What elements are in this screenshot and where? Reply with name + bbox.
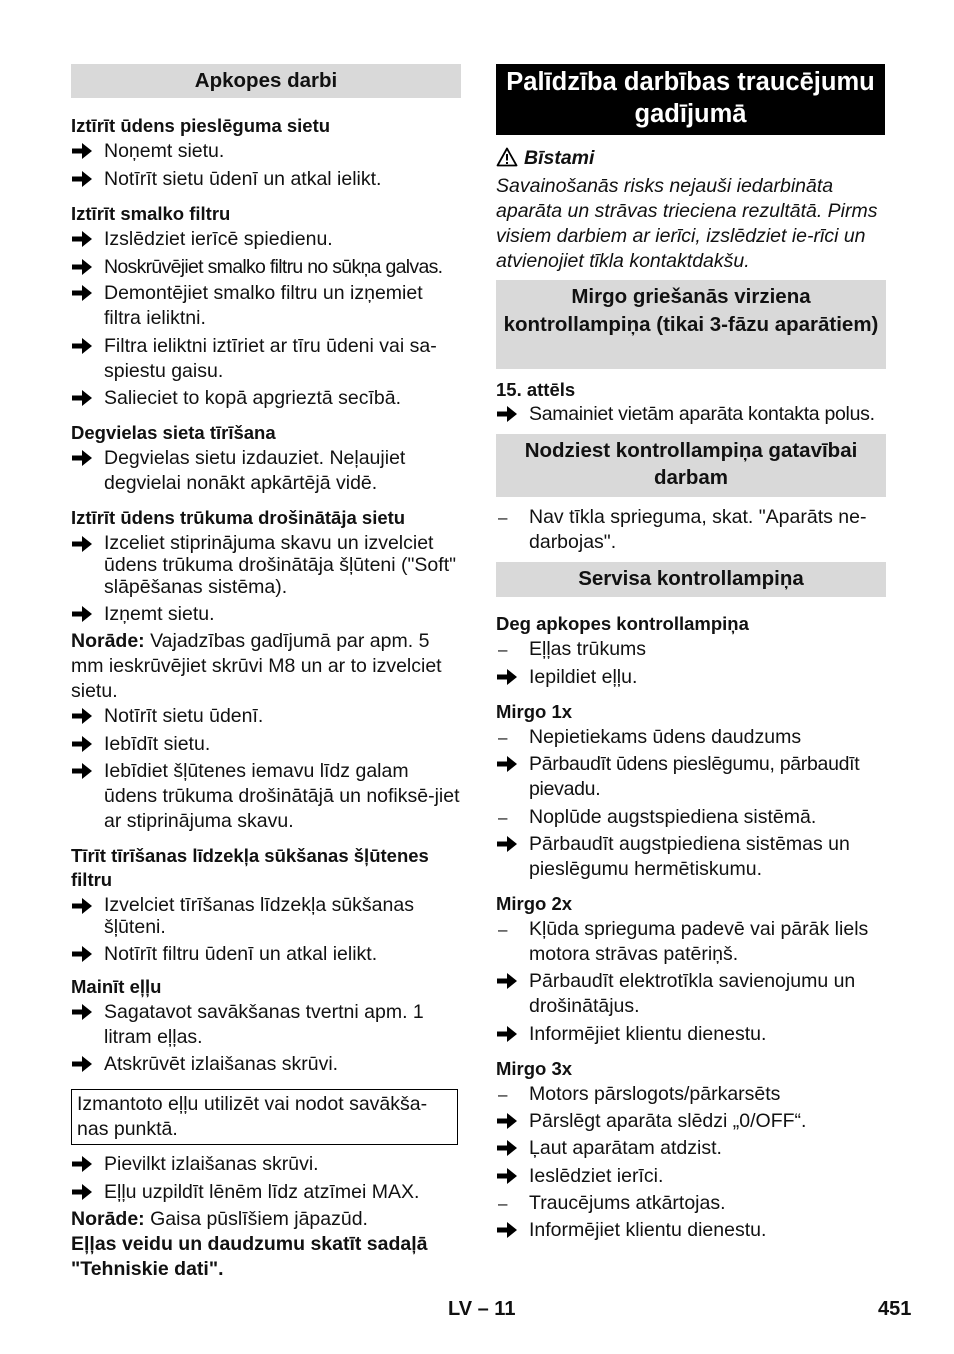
list-item: Noskrūvējiet smalko filtru no sūkņa galvas. (71, 255, 471, 280)
arrow-icon (71, 336, 93, 356)
arrow-icon (71, 761, 93, 781)
technical-data-reference: Eļļas veidu un daudzumu skatīt sadaļā "Tehniskie dati". (71, 1233, 428, 1280)
dash-bullet: – (498, 808, 508, 827)
list-item: Degvielas sietu izdauziet. Neļaujiet degvielai nonākt apkārtējā vidē. (71, 446, 461, 496)
arrow-icon (71, 706, 93, 726)
list-item: Izvelciet tīrīšanas līdzekļa sūkšanas šļūteni. (71, 894, 461, 938)
list-item: – Noplūde augstspiediena sistēmā. (498, 806, 817, 828)
subheading-blink-1x: Mirgo 1x (496, 701, 573, 722)
list-item: – Traucējums atkārtojas. (498, 1192, 726, 1214)
danger-text: Savainošanās risks nejauši iedarbināta aparāta un strāvas trieciena rezultātā. Pirms visiem darbiem ar ierīci, izslēdziet ie-rīci un atvienojiet tīkla kontaktdakšu. (496, 175, 878, 272)
arrow-icon (71, 1002, 93, 1022)
arrow-icon (496, 834, 518, 854)
page-number: 451 (878, 1298, 912, 1320)
arrow-icon (71, 1182, 93, 1202)
note-paragraph: Norāde: Gaisa pūslīšiem jāpazūd. (71, 1208, 368, 1230)
heading-service-lamp: Servisa kontrollampiņa (496, 562, 886, 597)
arrow-icon (71, 283, 93, 303)
list-item: Salieciet to kopā apgrieztā secībā. (71, 386, 461, 411)
dash-bullet: – (498, 640, 508, 659)
arrow-icon (71, 944, 93, 964)
arrow-icon (71, 604, 93, 624)
subheading-blink-3x: Mirgo 3x (496, 1058, 573, 1079)
arrow-icon (496, 1138, 518, 1158)
note-paragraph: Norāde: Vajadzības gadījumā par apm. 5 mm ieskrūvējiet skrūvi M8 un ar to izvelciet sietu. (71, 630, 442, 702)
list-item: Iepildiet eļļu. (496, 665, 886, 690)
subheading-detergent-filter: Tīrīt tīrīšanas līdzekļa sūkšanas šļūtenes filtru (71, 845, 429, 890)
list-item: Ieslēdziet ierīci. (496, 1164, 886, 1189)
dash-bullet: – (498, 728, 508, 747)
arrow-icon (496, 1111, 518, 1131)
danger-label: Bīstami (496, 146, 886, 171)
arrow-icon (71, 388, 93, 408)
list-item: Notīrīt sietu ūdenī. (71, 704, 461, 729)
arrow-icon (496, 404, 518, 424)
subheading-change-oil: Mainīt eļļu (71, 976, 162, 997)
dash-bullet: – (498, 508, 508, 527)
arrow-icon (71, 1154, 93, 1174)
arrow-icon (71, 448, 93, 468)
oil-disposal-note-box: Izmantoto eļļu utilizēt vai nodot savākša-nas punktā. (71, 1089, 458, 1145)
list-item: Pārbaudīt augstpiediena sistēmas un pieslēgumu hermētiskumu. (496, 832, 886, 882)
list-item: Eļļu uzpildīt lēnēm līdz atzīmei MAX. (71, 1180, 461, 1205)
dash-bullet: – (498, 920, 508, 939)
list-item: Filtra ieliktni iztīriet ar tīru ūdeni vai sa-spiestu gaisu. (71, 334, 461, 384)
arrow-icon (496, 971, 518, 991)
subheading-maintenance-lamp-on: Deg apkopes kontrollampiņa (496, 613, 749, 634)
list-item: Ļaut aparātam atdzist. (496, 1136, 886, 1161)
arrow-icon (71, 1054, 93, 1074)
list-item: Izceliet stiprinājuma skavu un izvelciet ūdens trūkuma drošinātāja šļūteni ("Soft" slāpēšanas sistēma). (71, 532, 461, 598)
troubleshooting-title: Palīdzība darbības traucējumu gadījumā (496, 64, 885, 135)
arrow-icon (71, 169, 93, 189)
arrow-icon (496, 1166, 518, 1186)
list-item: – Kļūda sprieguma padevē vai pārāk liels motora strāvas patēriņš. (498, 918, 869, 965)
list-item: Atskrūvēt izlaišanas skrūvi. (71, 1052, 461, 1077)
list-item: – Nepietiekams ūdens daudzums (498, 726, 802, 748)
arrow-icon (71, 734, 93, 754)
subheading-fine-filter: Iztīrīt smalko filtru (71, 203, 231, 224)
footer-language-page: LV – 11 (448, 1298, 516, 1320)
subheading-water-shortage: Iztīrīt ūdens trūkuma drošinātāja sietu (71, 507, 406, 528)
list-item: Pārbaudīt elektrotīkla savienojumu un drošinātājus. (496, 969, 886, 1019)
list-item: Noņemt sietu. (71, 139, 461, 164)
list-item: Notīrīt filtru ūdenī un atkal ielikt. (71, 942, 461, 967)
list-item: Demontējiet smalko filtru un izņemiet filtra ieliktni. (71, 281, 461, 331)
list-item: – Nav tīkla sprieguma, skat. "Aparāts ne-darbojas". (498, 506, 867, 553)
arrow-icon (496, 1220, 518, 1240)
arrow-icon (496, 667, 518, 687)
figure-reference: 15. attēls (496, 379, 576, 400)
list-item: – Motors pārslogots/pārkarsēts (498, 1083, 781, 1105)
list-item: Iebīdiet šļūtenes iemavu līdz galam ūdens trūkuma drošinātājā un nofiksē-jiet ar stiprinājuma skavu. (71, 759, 461, 834)
list-item: Izņemt sietu. (71, 602, 461, 627)
subheading-blink-2x: Mirgo 2x (496, 893, 573, 914)
dash-bullet: – (498, 1085, 508, 1104)
arrow-icon (496, 754, 518, 774)
subheading-fuel-strainer: Degvielas sieta tīrīšana (71, 422, 276, 443)
arrow-icon (496, 1024, 518, 1044)
arrow-icon (71, 896, 93, 916)
dash-bullet: – (498, 1194, 508, 1213)
list-item: Pievilkt izlaišanas skrūvi. (71, 1152, 461, 1177)
arrow-icon (71, 534, 93, 554)
list-item: Pārslēgt aparāta slēdzi „0/OFF“. (496, 1109, 886, 1134)
arrow-icon (71, 229, 93, 249)
list-item: Informējiet klientu dienestu. (496, 1022, 886, 1047)
list-item: Izslēdziet ierīcē spiedienu. (71, 227, 461, 252)
list-item: Samainiet vietām aparāta kontakta polus. (496, 402, 896, 427)
warning-triangle-icon (496, 147, 518, 167)
arrow-icon (71, 141, 93, 161)
list-item: Sagatavot savākšanas tvertni apm. 1 litram eļļas. (71, 1000, 461, 1050)
subheading-water-filter: Iztīrīt ūdens pieslēguma sietu (71, 115, 331, 136)
section-title-maintenance: Apkopes darbi (71, 64, 461, 98)
heading-rotation-lamp: Mirgo griešanās virziena kontrollampiņa (tikai 3-fāzu aparātiem) (496, 280, 886, 369)
list-item: Pārbaudīt ūdens pieslēgumu, pārbaudīt pievadu. (496, 752, 888, 802)
list-item: Iebīdīt sietu. (71, 732, 461, 757)
arrow-icon (71, 257, 93, 277)
list-item: – Eļļas trūkums (498, 638, 647, 660)
list-item: Informējiet klientu dienestu. (496, 1218, 886, 1243)
list-item: Notīrīt sietu ūdenī un atkal ielikt. (71, 167, 461, 192)
heading-ready-lamp: Nodziest kontrollampiņa gatavībai darbam (496, 434, 886, 497)
